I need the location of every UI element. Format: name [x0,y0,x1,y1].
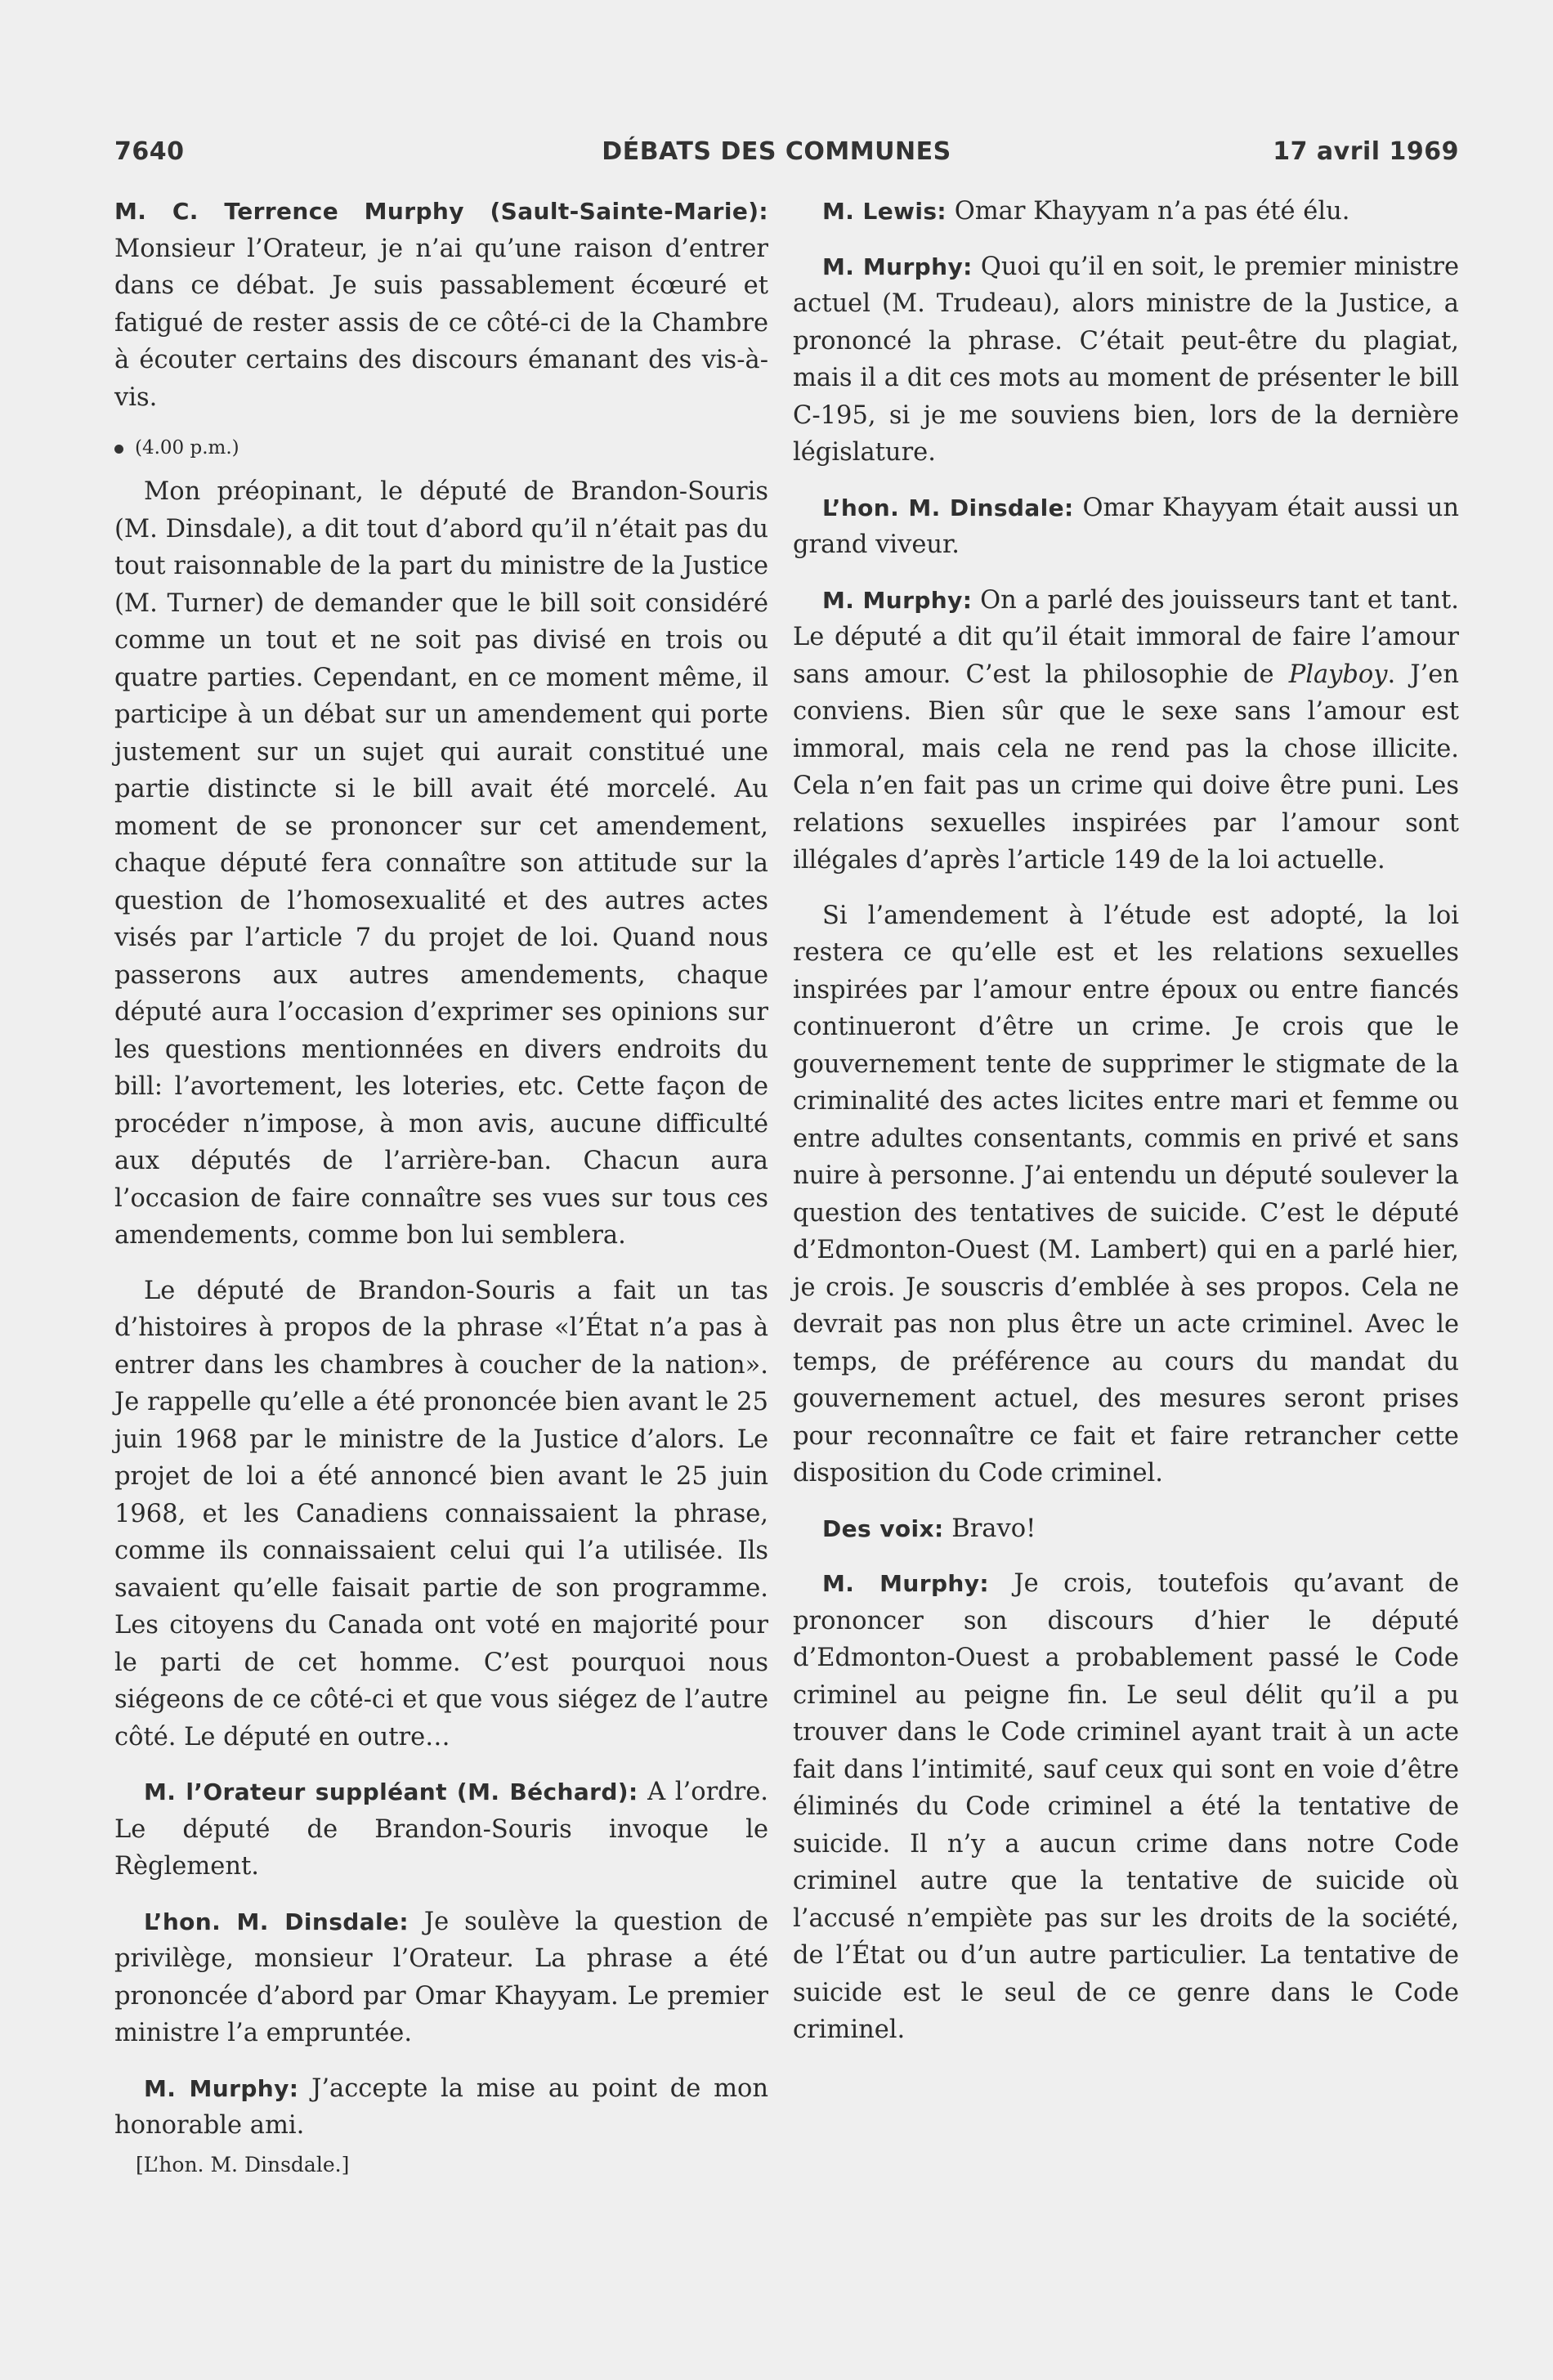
paragraph [114,473,768,1255]
paragraph-text: Le député de Brandon-Souris a fait un tas d’histoires à propos de la phrase «l’État n’a pas à entrer dans les chambres à coucher de la nation». Je rappelle qu’elle a été prononcée bien avant le 25 juin 1968 par le ministre de la Justice d’alors. Le projet de loi a été annoncé bien avant le 25 juin 1968, et les Canadiens connaissaient la phrase, comme ils connaissaient celui qui l’a utilisée. Ils savaient qu’elle faisait partie de son programme. Les citoyens du Canada ont voté en majorité pour le parti de cet homme. C’est pourquoi nous siégeons de ce côté-ci et que vous siégez de l’autre côté. Le député en outre… [114,1276,768,1751]
page-title: DÉBATS DES COMMUNES [602,137,951,166]
paragraph [793,1510,1459,1548]
speaker-name: M. Murphy: [822,1570,989,1597]
paragraph [793,582,1459,879]
bullet-icon [114,445,123,454]
paragraph-text: On a parlé des jouisseurs tant et tant. Le député a dit qu’il était immoral de faire l’amour sans amour. C’est la philosophie de [793,585,1459,689]
paragraph-text: Omar Khayyam était aussi un grand viveur. [793,493,1460,559]
speaker-name: M. Murphy: [822,253,973,280]
right-column [793,193,1459,2067]
paragraph-text: A l’ordre. Le député de Brandon-Souris invoque le Règlement. [114,1778,768,1881]
paragraph-text: Je crois, toutefois qu’avant de prononcer son discours d’hier le député d’Edmonton-Ouest a probablement passé le Code criminel au peigne fin. Le seul délit qu’il a pu trouver dans le Code criminel ayant trait à un acte fait dans l’intimité, sauf ceux qui sont en voie d’être éliminés du Code criminel a été la tentative de suicide. Il n’y a aucun crime dans notre Code criminel autre que la tentative de suicide où l’accusé n’empiète pas sur les droits de la société, de l’État ou d’un autre particulier. La tentative de suicide est le seul de ce genre dans le Code criminel. [793,1569,1459,2044]
paragraph-text: Si l’amendement à l’étude est adopté, la loi restera ce qu’elle est et les relations sexuelles inspirées par l’amour entre époux ou entre fiancés continueront d’être un crime. Je crois que le gouvernement tente de supprimer le stigmate de la criminalité des actes licites entre mari et femme ou entre adultes consentants, commis en privé et sans nuire à personne. J’ai entendu un député soulever la question des tentatives de suicide. C’est le député d’Edmonton-Ouest (M. Lambert) qui en a parlé hier, je crois. Je souscris d’emblée à ses propos. Cela ne devrait pas non plus être un acte criminel. Avec le temps, de préférence au cours du mandat du gouvernement actuel, des mesures seront prises pour reconnaître ce fait et faire retrancher cette disposition du Code criminel. [793,901,1459,1488]
footer-note-text: [L’hon. M. Dinsdale.] [136,2152,350,2176]
paragraph [114,2070,768,2145]
left-column [114,193,768,2179]
paragraph [793,1565,1459,2049]
page-date: 17 avril 1969 [1273,137,1459,166]
speaker-name: M. Murphy: [144,2074,299,2102]
speaker-name: L’hon. M. Dinsdale: [144,1908,409,1935]
paragraph [114,1904,768,2052]
speaker-name: Des voix: [822,1514,944,1542]
page-number: 7640 [114,137,185,166]
paragraph [114,1774,768,1886]
paragraph-text: . J’en conviens. Bien sûr que le sexe sans l’amour est immoral, mais cela ne rend pas la chose illicite. Cela n’en fait pas un crime qui doive être puni. Les relations sexuelles inspirées par l’amour sont illégales d’après l’article 149 de la loi actuelle. [793,660,1459,875]
paragraph-text: Bravo! [951,1514,1036,1543]
paragraph-text: Quoi qu’il en soit, le premier ministre actuel (M. Trudeau), alors ministre de la Justice, a prononcé la phrase. C’était peut-être du plagiat, mais il a dit ces mots au moment de présenter le bill C-195, si je me souviens bien, lors de la dernière législature. [793,252,1459,467]
speaker-name: M. Murphy: [822,586,973,614]
footer-note [114,2151,768,2179]
paragraph [793,193,1459,230]
italic-title: Playboy [1288,660,1388,689]
paragraph [793,897,1459,1492]
paragraph [793,490,1459,564]
paragraph [114,1273,768,1756]
time-stamp [114,434,768,462]
speaker-name: L’hon. M. Dinsdale: [822,494,1074,521]
paragraph-text: Monsieur l’Orateur, je n’ai qu’une raison d’entrer dans ce débat. Je suis passablement écœuré et fatigué de rester assis de ce côté-ci de la Chambre à écouter certains des discours émanant des vis-à-vis. [114,234,768,412]
paragraph-text: Mon préopinant, le député de Brandon-Souris (M. Dinsdale), a dit tout d’abord qu’il n’était pas du tout raisonnable de la part du ministre de la Justice (M. Turner) de demander que le bill soit considéré comme un tout et ne soit pas divisé en trois ou quatre parties. Cependant, en ce moment même, il participe à un débat sur un amendement qui porte justement sur un sujet qui aurait constitué une partie distincte si le bill avait été morcelé. Au moment de se prononcer sur cet amendement, chaque député fera connaître son attitude sur la question de l’homosexualité et des autres actes visés par l’article 7 du projet de loi. Quand nous passerons aux autres amendements, chaque député aura l’occasion d’exprimer ses opinions sur les questions mentionnées en divers endroits du bill: l’avortement, les loteries, etc. Cette façon de procéder n’impose, à mon avis, aucune difficulté aux députés de l’arrière-ban. Chacun aura l’occasion de faire connaître ses vues sur tous ces amendements, comme bon lui semblera. [114,477,768,1250]
speaker-name: M. Lewis: [822,198,947,225]
paragraph-text: J’accepte la mise au point de mon honorable ami. [114,2074,768,2140]
speaker-name: M. C. Terrence Murphy (Sault-Sainte-Marie): [114,198,768,225]
paragraph-text: Omar Khayyam n’a pas été élu. [954,197,1350,226]
time-stamp-text: (4.00 p.m.) [135,437,239,459]
paragraph [114,193,768,416]
speaker-name: M. l’Orateur suppléant (M. Béchard): [144,1778,638,1805]
paragraph-text: Je soulève la question de privilège, monsieur l’Orateur. La phrase a été prononcée d’abord par Omar Khayyam. Le premier ministre l’a empruntée. [114,1907,768,2047]
paragraph [793,248,1459,472]
